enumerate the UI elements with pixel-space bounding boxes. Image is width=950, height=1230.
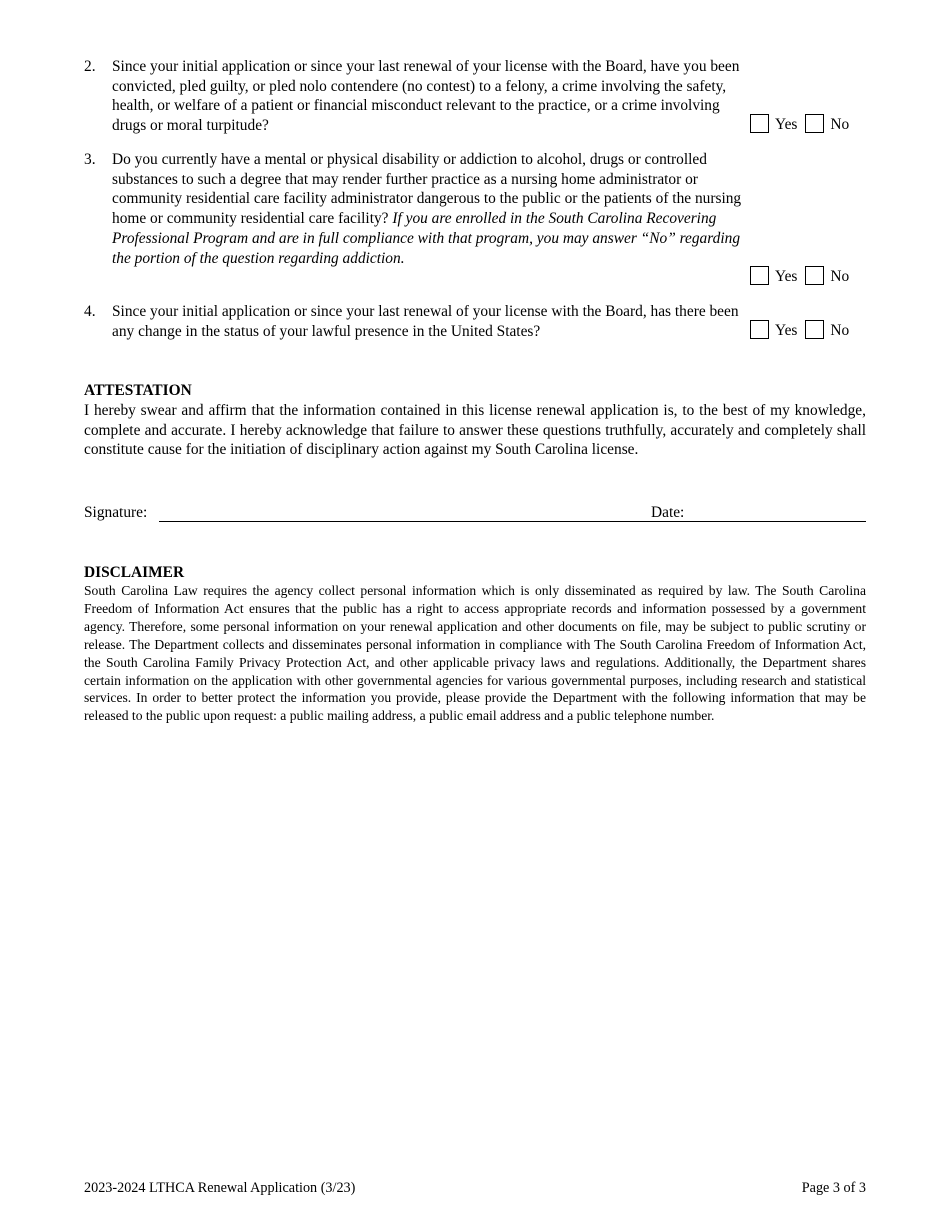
no-label: No [830, 268, 850, 285]
no-checkbox[interactable] [805, 114, 824, 133]
disclaimer-text: South Carolina Law requires the agency collect personal information which is only disseminated as required by law. The South Carolina Freedom of Information Act ensures that the public has a right to access appropriate records and information possessed by a government agency. Therefore, some personal information on your renewal application and other documents on file, may be subject to public scrutiny or release. The Department collects and disseminates personal information in compliance with The South Carolina Freedom of Information Act, the South Carolina Family Privacy Protection Act, and other applicable privacy laws and regulations. Additionally, the Department shares certain information on the application with other governmental agencies for various governmental purposes, including research and statistical services. In order to better protect the information you provide, please provide the Department with the following information that may be released to the public upon request: a public mailing address, a public email address and a public telephone number. [84, 583, 866, 724]
disclaimer-heading: DISCLAIMER [84, 564, 185, 581]
signature-field[interactable] [159, 521, 727, 522]
signature-row [84, 503, 866, 525]
yes-checkbox[interactable] [750, 114, 769, 133]
no-checkbox[interactable] [805, 266, 824, 285]
date-label: Date: [651, 504, 685, 521]
no-label: No [830, 116, 850, 133]
question-4-answer [750, 320, 857, 340]
question-note: If you are enrolled in the South Carolina Recovering Professional Program and are in full compliance with that program, you may answer “No” regarding the portion of the question regarding addiction. [112, 210, 741, 267]
question-body: Do you currently have a mental or physical disability or addiction to alcohol, drugs or controlled substances to such a degree that may render further practice as a nursing home administrator or community residential care facility administrator dangerous to the public or the patients of the nursing home or community residential care facility? [112, 151, 742, 228]
footer-page-number: Page 3 of 3 [801, 1180, 866, 1196]
attestation-text: I hereby swear and affirm that the information contained in this license renewal application is, to the best of my knowledge, complete and accurate. I hereby acknowledge that failure to answer these questions truthfully, accurately and completely shall constitute cause for the initiation of disciplinary action against my South Carolina license. [84, 402, 866, 459]
yes-checkbox[interactable] [750, 266, 769, 285]
question-2 [84, 57, 754, 136]
footer-form-id: 2023-2024 LTHCA Renewal Application (3/23) [84, 1180, 356, 1196]
signature-label: Signature: [84, 504, 148, 521]
yes-label: Yes [775, 116, 798, 133]
no-label: No [830, 322, 850, 339]
question-number: 3. [84, 151, 96, 168]
question-3-answer [750, 266, 857, 286]
yes-label: Yes [775, 322, 798, 339]
yes-checkbox[interactable] [750, 320, 769, 339]
question-number: 4. [84, 303, 96, 320]
question-number: 2. [84, 58, 96, 75]
question-2-answer [750, 114, 857, 134]
question-4 [84, 302, 754, 341]
attestation-heading: ATTESTATION [84, 382, 192, 399]
question-text: Since your initial application or since your last renewal of your license with the Board, have you been convicted, pled guilty, or pled nolo contendere (no contest) to a felony, a crime involving the safety, health, or welfare of a patient or financial misconduct relevant to the practice, or a crime involving drugs or moral turpitude? [112, 58, 740, 135]
question-3 [84, 150, 754, 268]
date-field[interactable] [692, 521, 866, 522]
question-text [112, 150, 754, 268]
question-text: Since your initial application or since your last renewal of your license with the Board, has there been any change in the status of your lawful presence in the United States? [112, 303, 739, 340]
no-checkbox[interactable] [805, 320, 824, 339]
yes-label: Yes [775, 268, 798, 285]
